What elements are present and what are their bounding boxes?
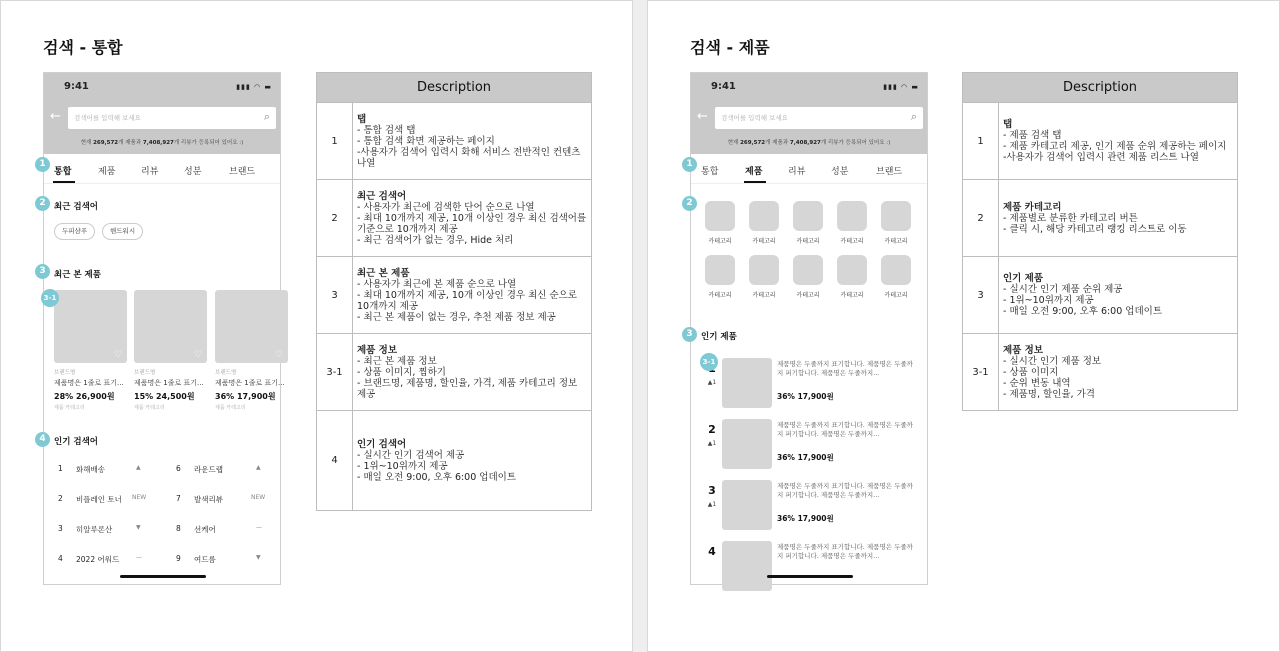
category-button[interactable]: 카테고리 [837, 201, 867, 245]
description-table [316, 72, 592, 511]
category-button[interactable]: 카테고리 [793, 255, 823, 299]
product-brand: 브랜드명 [54, 370, 76, 376]
popular-product-item[interactable]: 4 제품명은 두줄까지 표기합니다. 제품명은 두줄까지 퍼기합니다. 제품명은 두줄까지... [705, 541, 915, 591]
category-button[interactable]: 카테고리 [749, 255, 779, 299]
tab-bar [44, 154, 280, 184]
search-input[interactable] [715, 107, 923, 129]
tab-brands[interactable]: 브랜드 [229, 167, 256, 177]
tab-reviews[interactable]: 리뷰 [788, 167, 806, 177]
search-icon[interactable]: ⌕ [910, 110, 917, 123]
annotation-marker: 3 [682, 327, 697, 342]
category-button[interactable]: 카테고리 [705, 255, 735, 299]
search-input[interactable] [68, 107, 276, 129]
tab-reviews[interactable]: 리뷰 [141, 167, 159, 177]
annotation-marker: 2 [682, 196, 697, 211]
table-row: 4 인기 검색어 - 실시간 인기 검색어 제공 - 1위~10위까지 제공 - 매일 오전 9:00, 오후 6:00 업데이트 [317, 411, 592, 511]
product-category: 제품 카테고리 [134, 405, 165, 411]
tab-integrated[interactable]: 통합 [54, 167, 72, 177]
heart-icon[interactable]: ♡ [274, 350, 283, 360]
product-category: 제품 카테고리 [54, 405, 85, 411]
home-indicator [767, 575, 853, 578]
category-button[interactable]: 카테고리 [793, 201, 823, 245]
recent-viewed-title: 최근 본 제품 [54, 270, 101, 280]
tab-products[interactable]: 제품 [745, 167, 763, 177]
table-row: 1 탭 - 제품 검색 탭 - 제품 카테고리 제공, 인기 제품 순위 제공하는 페이지 -사용자가 검색어 입력시 관련 제품 리스트 나열 [963, 103, 1238, 180]
back-arrow-icon[interactable]: ← [697, 109, 708, 124]
table-row: 2 제품 카테고리 - 제품별로 분류한 카테고리 버튼 - 클릭 시, 해당 카테고리 랭킹 리스트로 이동 [963, 180, 1238, 257]
product-image [134, 290, 207, 363]
product-card[interactable] [54, 290, 127, 411]
panel-integrated-search [0, 0, 633, 652]
product-brand: 브랜드명 [215, 370, 237, 376]
product-card[interactable] [215, 290, 288, 411]
annotation-marker: 2 [35, 196, 50, 211]
product-card[interactable] [134, 290, 207, 411]
phone-mockup: 9:41 ▮▮▮ ◠ ▬ ← 검색어를 입력해 보세요 ⌕ 현재 269,572개 제품과 7,408,927개 리뷰가 등록되어 있어요 :) 통합 제품 리뷰 성분 브랜드 최근 검색어 두피샴푸 핸드워시 최근 본 제품 ♡ 브랜드명 제품명은 1줄로 표기... 28% 26,900원 제품 카테고리 ♡ 브랜드명 제품명은 1줄로 표기... 15% 24,500원 제품 카테고리 ♡ 브랜드명 제품명은 1줄로 표기... 36% 17,900원 제품 카테고리 인기 검색어 1 화해배송 ▲ 2 비플레인 토너 NEW 3 히알루론산 ▼ 4 2022 어워드 — 6 라운드랩 ▲ 7 발색리뷰 NEW 8 선케어 — 9 여드름 ▼ [43, 72, 281, 585]
annotation-marker: 1 [682, 157, 697, 172]
heart-icon[interactable]: ♡ [113, 350, 122, 360]
status-time: 9:41 [711, 81, 736, 92]
table-row: 3-1 제품 정보 - 실시간 인기 제품 정보 - 상품 이미지 - 순위 변동 내역 - 제품명, 할인율, 가격 [963, 334, 1238, 411]
tab-ingredients[interactable]: 성분 [831, 167, 849, 177]
back-arrow-icon[interactable]: ← [50, 109, 61, 124]
popular-products-title: 인기 제품 [701, 332, 737, 342]
count-text: 현재 269,572개 제품과 7,408,927개 리뷰가 등록되어 있어요 :) [80, 140, 244, 146]
product-image [722, 419, 772, 469]
annotation-marker: 3-1 [700, 353, 718, 371]
tab-ingredients[interactable]: 성분 [184, 167, 202, 177]
product-image [722, 358, 772, 408]
status-icons: ▮▮▮ ◠ ▬ [883, 83, 919, 91]
panel-title: 검색 - 통합 [43, 38, 123, 57]
product-image [215, 290, 288, 363]
phone-mockup [690, 72, 928, 585]
product-image [722, 541, 772, 591]
product-image [722, 480, 772, 530]
category-button[interactable]: 카테고리 [837, 255, 867, 299]
count-text: 현재 269,572개 제품과 7,408,927개 리뷰가 등록되어 있어요 :) [727, 140, 891, 146]
product-name: 제품명은 1줄로 표기... [215, 379, 285, 387]
description-table [962, 72, 1238, 411]
annotation-marker: 3 [35, 264, 50, 279]
recent-chip[interactable]: 두피샴푸 [54, 223, 95, 240]
popular-product-item[interactable]: ▲1 제품명은 두줄까지 표기합니다. 제품명은 두줄까지 퍼기합니다. 제품명은 두줄까지... 36% 17,900원 [705, 358, 915, 408]
table-row: 3-1 제품 정보 - 최근 본 제품 정보 - 상품 이미지, 찜하기 - 브랜드명, 제품명, 할인율, 가격, 제품 카테고리 정보 제공 [317, 334, 592, 411]
product-image [54, 290, 127, 363]
product-price: 15% 24,500원 [134, 392, 195, 401]
active-tab-indicator [744, 181, 766, 183]
product-brand: 브랜드명 [134, 370, 156, 376]
product-price: 28% 26,900원 [54, 392, 115, 401]
table-row: 2 최근 검색어 - 사용자가 최근에 검색한 단어 순으로 나열 - 최대 10개까지 제공, 10개 이상인 경우 최신 검색어를 기준으로 10개까지 제공 - 최근 검색어가 없는 경우, Hide 처리 [317, 180, 592, 257]
phone-header [691, 73, 927, 154]
table-row: 3 최근 본 제품 - 사용자가 최근에 본 제품 순으로 나열 - 최대 10개까지 제공, 10개 이상인 경우 최신 순으로 10개까지 제공 - 최근 본 제품이 없는 경우, 추천 제품 정보 제공 [317, 257, 592, 334]
status-icons: ▮▮▮ ◠ ▬ [236, 83, 272, 91]
recent-search-title: 최근 검색어 [54, 202, 99, 212]
tab-products[interactable]: 제품 [98, 167, 116, 177]
popular-product-item[interactable]: 2 ▲1 제품명은 두줄까지 표기합니다. 제품명은 두줄까지 퍼기합니다. 제품명은 두줄까지... 36% 17,900원 [705, 419, 915, 469]
panel-title: 검색 - 제품 [690, 38, 770, 57]
search-icon[interactable]: ⌕ [263, 110, 270, 123]
table-row: 3 인기 제품 - 실시간 인기 제품 순위 제공 - 1위~10위까지 제공 - 매일 오전 9:00, 오후 6:00 업데이트 [963, 257, 1238, 334]
popular-keywords-title: 인기 검색어 [54, 437, 99, 447]
heart-icon[interactable]: ♡ [193, 350, 202, 360]
product-name: 제품명은 1줄로 표기... [54, 379, 124, 387]
recent-chip[interactable]: 핸드워시 [102, 223, 143, 240]
active-tab-indicator [53, 181, 75, 183]
category-button[interactable]: 카테고리 [881, 255, 911, 299]
search-placeholder: 검색어를 입력해 보세요 [721, 114, 788, 122]
popular-product-item[interactable]: 3 ▲1 제품명은 두줄까지 표기합니다. 제품명은 두줄까지 퍼기합니다. 제품명은 두줄까지... 36% 17,900원 [705, 480, 915, 530]
product-category: 제품 카테고리 [215, 405, 246, 411]
annotation-marker: 4 [35, 432, 50, 447]
status-time: 9:41 [64, 81, 89, 92]
annotation-marker: 1 [35, 157, 50, 172]
product-price: 36% 17,900원 [215, 392, 276, 401]
phone-header [44, 73, 280, 154]
category-button[interactable]: 카테고리 [705, 201, 735, 245]
home-indicator [120, 575, 206, 578]
tab-brands[interactable]: 브랜드 [876, 167, 903, 177]
category-button[interactable]: 카테고리 [881, 201, 911, 245]
search-placeholder: 검색어를 입력해 보세요 [74, 114, 141, 122]
tab-bar [691, 154, 927, 184]
category-button[interactable]: 카테고리 [749, 201, 779, 245]
table-header: Description [963, 73, 1238, 103]
annotation-marker: 3-1 [41, 289, 59, 307]
tab-integrated[interactable]: 통합 [701, 167, 719, 177]
table-header: Description [317, 73, 592, 103]
panel-product-search [647, 0, 1280, 652]
product-name: 제품명은 1줄로 표기... [134, 379, 204, 387]
table-row: 1 탭 - 통합 검색 탭 - 통합 검색 화면 제공하는 페이지 -사용자가 검색어 입력시 화해 서비스 전반적인 컨텐츠 나열 [317, 103, 592, 180]
